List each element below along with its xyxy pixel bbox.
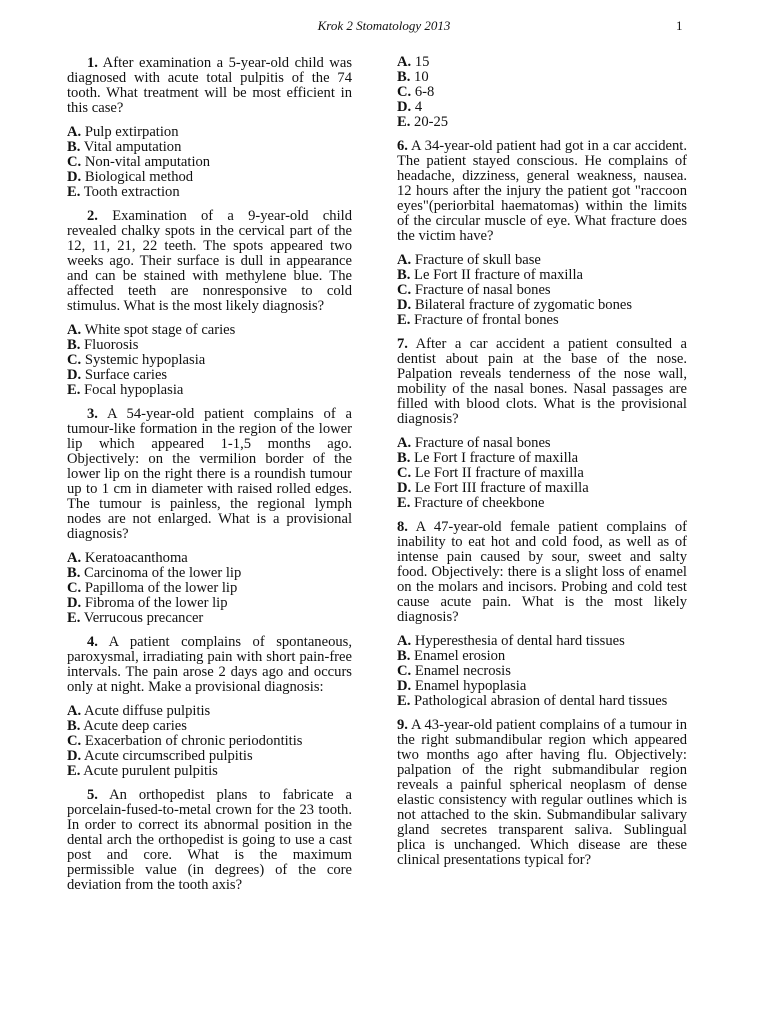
option-text: Non-vital amputation: [84, 154, 211, 170]
option-text: Bilateral fracture of zygomatic bones: [414, 297, 633, 313]
option-text: Fracture of nasal bones: [414, 282, 551, 298]
option-letter: C.: [397, 465, 412, 481]
question-text: A 54-year-old patient complains of a tumour-like formation in the region of the lower lip which appeared 1-1,5 months ago. Objectively: on the vermilion border of the lower lip on the right there is a roundish tumour up to 1 cm in diameter with raised rolled edges. The tumour is painless, the regional lymph nodes are not enlarged. What is a provisional diagnosis?: [67, 406, 352, 542]
option-text: Fluorosis: [84, 337, 139, 353]
option-text: Enamel erosion: [414, 648, 506, 664]
option-text: Focal hypoplasia: [84, 382, 184, 398]
option-text: Acute circumscribed pulpitis: [84, 748, 253, 764]
answer-option-2-d: [67, 368, 352, 383]
option-text: Carcinoma of the lower lip: [84, 565, 242, 581]
option-letter: A.: [397, 252, 412, 268]
question-text: A 34-year-old patient had got in a car accident. The patient stayed conscious. He complains of headache, dizziness, general weakness, nausea. 12 hours after the injury the patient got "raccoon eyes"(periorbital haematomas) within the limits of the circular muscle of eye. What fracture does the victim have?: [397, 138, 688, 244]
question-8-options: [397, 634, 687, 709]
option-letter: D.: [67, 748, 82, 764]
option-letter: C.: [397, 663, 412, 679]
page-number: 1: [676, 18, 683, 33]
question-4-options: [67, 704, 352, 779]
question-3: [67, 407, 352, 542]
answer-option-1-d: [67, 170, 352, 185]
option-text: 20-25: [414, 114, 449, 130]
option-letter: C.: [397, 282, 412, 298]
answer-option-5-e: [397, 115, 687, 130]
answer-option-7-b: [397, 451, 687, 466]
option-letter: B.: [397, 450, 411, 466]
option-letter: B.: [397, 69, 411, 85]
answer-option-8-c: [397, 664, 687, 679]
answer-option-4-c: [67, 734, 352, 749]
option-text: 6-8: [414, 84, 435, 100]
question-3-options: [67, 551, 352, 626]
option-letter: E.: [397, 693, 411, 709]
answer-option-5-c: [397, 85, 687, 100]
option-letter: D.: [67, 367, 82, 383]
answer-option-6-a: [397, 253, 687, 268]
option-text: Acute deep caries: [83, 718, 187, 734]
option-letter: A.: [397, 435, 412, 451]
option-letter: E.: [397, 495, 411, 511]
option-letter: E.: [67, 382, 81, 398]
option-letter: B.: [67, 337, 81, 353]
answer-option-4-e: [67, 764, 352, 779]
question-text: A patient complains of spontaneous, paroxysmal, irradiating pain with short pain-free intervals. The pain arose 2 days ago and occurs only at night. Make a provisional diagnosis:: [67, 634, 352, 695]
option-text: Fracture of nasal bones: [414, 435, 551, 451]
option-letter: D.: [67, 169, 82, 185]
answer-option-1-c: [67, 155, 352, 170]
option-letter: E.: [67, 763, 81, 779]
answer-option-7-e: [397, 496, 687, 511]
header-title: Krok 2 Stomatology 2013: [317, 18, 451, 33]
option-text: Papilloma of the lower lip: [84, 580, 238, 596]
answer-option-3-b: [67, 566, 352, 581]
question-text: A 43-year-old patient complains of a tumour in the right submandibular region which appeared two months ago after having flu. Objectively: palpation of the right submandibular region reveals a painful spherical neoplasm of dense elastic consistency with regular outlines which is not attached to the skin. Submandibular salivary gland secretes transparent saliva. Sublingual plica is unchanged. Which disease are these clinical presentations typical for?: [397, 717, 687, 868]
option-letter: B.: [67, 718, 81, 734]
option-letter: B.: [67, 139, 81, 155]
answer-option-7-d: [397, 481, 687, 496]
option-text: Vital amputation: [83, 139, 182, 155]
option-text: Le Fort I fracture of maxilla: [414, 450, 579, 466]
option-text: Pulp extirpation: [84, 124, 179, 140]
answer-option-4-d: [67, 749, 352, 764]
answer-option-2-e: [67, 383, 352, 398]
question-8: [397, 520, 687, 625]
option-letter: C.: [67, 154, 82, 170]
question-number: 8.: [397, 519, 408, 535]
question-9: [397, 718, 687, 868]
option-letter: A.: [67, 703, 82, 719]
answer-option-2-a: [67, 323, 352, 338]
option-letter: D.: [67, 595, 82, 611]
option-letter: C.: [67, 733, 82, 749]
option-text: Fracture of cheekbone: [414, 495, 545, 511]
option-letter: B.: [397, 648, 411, 664]
question-2: [67, 209, 352, 314]
option-text: Verrucous precancer: [83, 610, 204, 626]
question-number: 9.: [397, 717, 408, 733]
question-number: 2.: [87, 208, 98, 224]
answer-option-5-d: [397, 100, 687, 115]
option-letter: C.: [67, 352, 82, 368]
left-column: [67, 56, 352, 902]
question-4: [67, 635, 352, 695]
option-text: Biological method: [84, 169, 194, 185]
answer-option-1-e: [67, 185, 352, 200]
question-7-options: [397, 436, 687, 511]
answer-option-2-b: [67, 338, 352, 353]
answer-option-5-b: [397, 70, 687, 85]
question-6: [397, 139, 687, 244]
answer-option-6-c: [397, 283, 687, 298]
option-letter: B.: [397, 267, 411, 283]
right-column: [397, 55, 687, 877]
answer-option-6-e: [397, 313, 687, 328]
option-letter: E.: [67, 184, 81, 200]
question-text: After a car accident a patient consulted a dentist about pain at the base of the nose. Palpation reveals tenderness of the nose wall, mobility of the nasal bones. Nasal passages are filled with blood clots. What is the provisional diagnosis?: [397, 336, 687, 427]
option-letter: D.: [397, 297, 412, 313]
option-letter: D.: [397, 99, 412, 115]
answer-option-6-b: [397, 268, 687, 283]
option-text: Le Fort II fracture of maxilla: [414, 465, 584, 481]
answer-option-3-e: [67, 611, 352, 626]
option-text: Acute purulent pulpitis: [83, 763, 218, 779]
option-text: 15: [414, 54, 430, 70]
option-text: Le Fort II fracture of maxilla: [414, 267, 584, 283]
option-letter: E.: [397, 114, 411, 130]
answer-option-7-c: [397, 466, 687, 481]
option-text: Acute diffuse pulpitis: [84, 703, 211, 719]
answer-option-7-a: [397, 436, 687, 451]
answer-option-1-a: [67, 125, 352, 140]
answer-option-8-d: [397, 679, 687, 694]
question-5-options: [397, 55, 687, 130]
option-text: Keratoacanthoma: [84, 550, 188, 566]
question-number: 1.: [87, 55, 98, 71]
option-text: Tooth extraction: [83, 184, 180, 200]
option-text: 10: [414, 69, 429, 85]
answer-option-8-b: [397, 649, 687, 664]
option-text: Enamel necrosis: [414, 663, 511, 679]
option-letter: C.: [397, 84, 412, 100]
option-letter: D.: [397, 480, 412, 496]
question-number: 3.: [87, 406, 98, 422]
answer-option-4-b: [67, 719, 352, 734]
option-text: 4: [414, 99, 423, 115]
question-6-options: [397, 253, 687, 328]
option-letter: C.: [67, 580, 82, 596]
answer-option-3-d: [67, 596, 352, 611]
option-text: Fracture of frontal bones: [414, 312, 559, 328]
answer-option-2-c: [67, 353, 352, 368]
option-letter: A.: [397, 633, 412, 649]
option-text: Exacerbation of chronic periodontitis: [84, 733, 303, 749]
question-text: After examination a 5-year-old child was diagnosed with acute total pulpitis of the 74 tooth. What treatment will be most efficient in this case?: [67, 55, 353, 116]
answer-option-3-c: [67, 581, 352, 596]
option-letter: A.: [67, 322, 82, 338]
answer-option-3-a: [67, 551, 352, 566]
option-letter: A.: [67, 550, 82, 566]
option-letter: A.: [397, 54, 412, 70]
answer-option-6-d: [397, 298, 687, 313]
question-text: Examination of a 9-year-old child revealed chalky spots in the cervical part of the 12, 11, 21, 22 teeth. The spots appeared two weeks ago. Their surface is dull in appearance and can be stained with methylene blue. The affected teeth are nonresponsive to cold stimulus. What is the most likely diagnosis?: [67, 208, 352, 314]
question-number: 4.: [87, 634, 98, 650]
question-text: An orthopedist plans to fabricate a porcelain-fused-to-metal crown for the 23 tooth. In order to correct its abnormal position in the dental arch the orthopedist is going to use a cast post and core. What is the maximum permissible value (in degrees) of the core deviation from the tooth axis?: [67, 787, 352, 893]
question-1: [67, 56, 352, 116]
option-letter: D.: [397, 678, 412, 694]
option-text: Systemic hypoplasia: [84, 352, 206, 368]
option-letter: A.: [67, 124, 82, 140]
question-number: 7.: [397, 336, 408, 352]
option-text: Fibroma of the lower lip: [84, 595, 228, 611]
option-text: Surface caries: [84, 367, 168, 383]
option-letter: E.: [67, 610, 81, 626]
answer-option-8-e: [397, 694, 687, 709]
option-text: Le Fort III fracture of maxilla: [414, 480, 589, 496]
answer-option-1-b: [67, 140, 352, 155]
option-letter: E.: [397, 312, 411, 328]
answer-option-5-a: [397, 55, 687, 70]
answer-option-8-a: [397, 634, 687, 649]
option-letter: B.: [67, 565, 81, 581]
question-number: 6.: [397, 138, 408, 154]
option-text: Pathological abrasion of dental hard tissues: [414, 693, 668, 709]
option-text: Fracture of skull base: [414, 252, 541, 268]
question-text: A 47-year-old female patient complains of inability to eat hot and cold food, as well as of intense pain caused by sour, sweet and salty food. Objectively: there is a slight loss of enamel on the molars and incisors. Probing and cold test cause acute pain. What is the most likely diagnosis?: [397, 519, 688, 625]
option-text: Enamel hypoplasia: [414, 678, 527, 694]
question-2-options: [67, 323, 352, 398]
option-text: White spot stage of caries: [84, 322, 236, 338]
question-number: 5.: [87, 787, 98, 803]
question-5: [67, 788, 352, 893]
question-7: [397, 337, 687, 427]
answer-option-4-a: [67, 704, 352, 719]
option-text: Hyperesthesia of dental hard tissues: [414, 633, 625, 649]
question-1-options: [67, 125, 352, 200]
